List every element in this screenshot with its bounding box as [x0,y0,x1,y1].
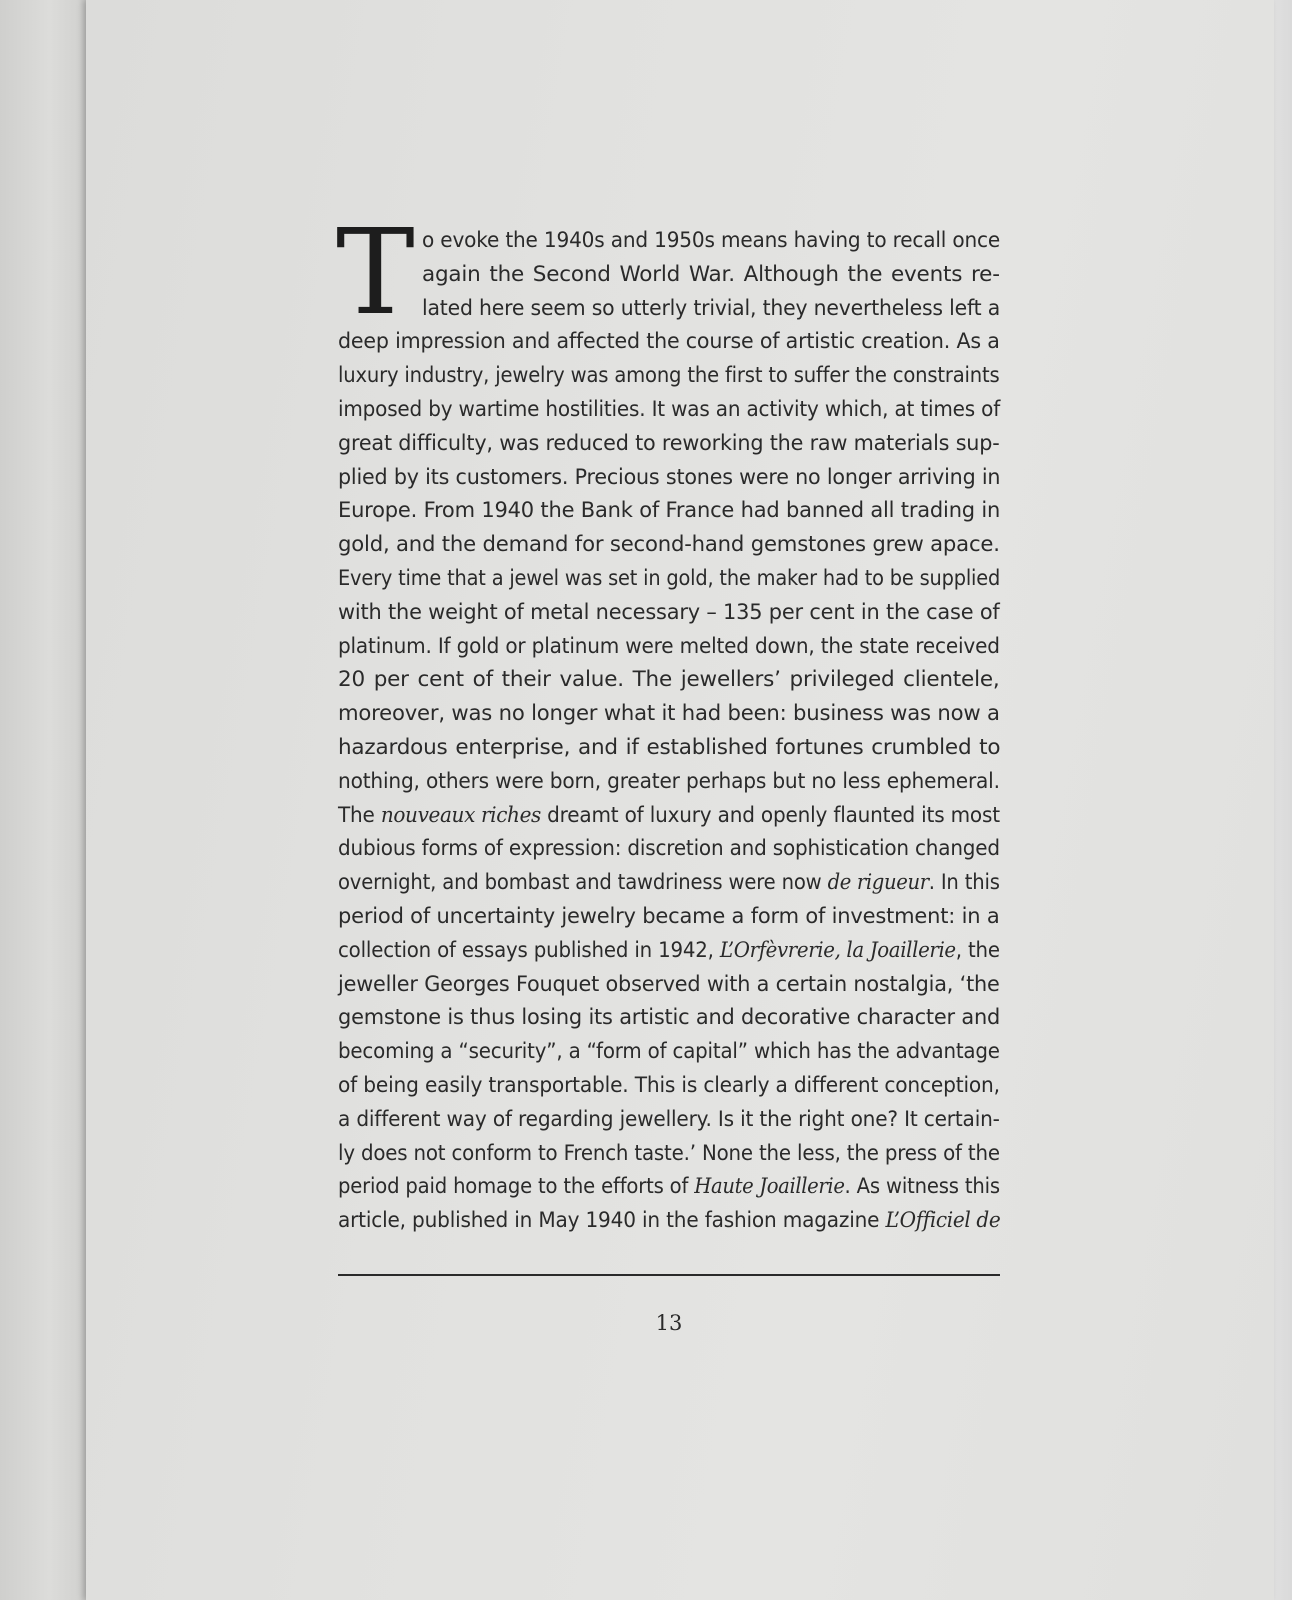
line-text: 20 per cent of their value. The jewellers’ privileged clientele, [338,667,1000,693]
text-line [338,832,1000,866]
text-line [338,663,1000,697]
text-line [338,494,1000,528]
text-line [422,258,1000,292]
text-line [338,359,1000,393]
text-line [338,596,1000,630]
text-line [338,393,1000,427]
line-text: The [338,802,381,828]
text-line [338,1170,1000,1204]
text-line [338,968,1000,1002]
text-line [338,1137,1000,1171]
line-text: plied by its customers. Precious stones were no longer arriving in [338,464,1001,490]
line-text: collection of essays published in 1942, [338,937,720,963]
text-line [338,630,1000,664]
line-text: great difficulty, was reduced to reworking the raw materials sup- [338,430,1000,456]
text-line [338,1001,1000,1035]
text-line [338,866,1000,900]
text-line [338,562,1000,596]
line-text: deep impression and affected the course of artistic creation. As a [338,329,1000,355]
line-text: nothing, others were born, greater perhaps but no less ephemeral. [338,768,1000,794]
line-text: o evoke the 1940s and 1950s means having to recall once [422,228,1001,253]
italic-text: de rigueur [827,870,929,896]
text-line [338,934,1000,968]
line-text: overnight, and bombast and tawdriness were now [338,870,828,896]
text-lines [336,203,1001,1238]
line-text: a different way of regarding jewellery. Is it the right one? It certain- [338,1106,1000,1132]
line-text: hazardous enterprise, and if established fortunes crumbled to [338,734,1001,760]
text-line [338,765,1000,799]
italic-text: L’Officiel de [885,1208,1001,1234]
left-page-edge [0,0,91,1600]
body-text [336,203,1001,1238]
line-text: platinum. If gold or platinum were melted down, the state received [338,633,1000,659]
line-text: of being easily transportable. This is clearly a different conception, [338,1072,1000,1098]
text-line [338,900,1000,934]
line-text: lated here seem so utterly trivial, they nevertheless left a [422,295,1001,321]
text-line [338,461,1000,495]
text-line [422,292,1000,326]
footer-rule [338,1274,1000,1276]
text-line [338,1103,1000,1137]
text-line [338,1204,1000,1238]
text-line [422,224,1000,258]
line-text: gold, and the demand for second-hand gemstones grew apace. [338,532,1000,558]
line-text: article, published in May 1940 in the fashion magazine [338,1208,886,1234]
page-number: 13 [655,1311,683,1335]
line-text: . In this [928,870,1000,896]
line-text: imposed by wartime hostilities. It was an activity which, at times of [338,396,1001,422]
text-line [338,528,1000,562]
line-text: becoming a “security”, a “form of capital” which has the advantage [338,1039,1000,1065]
text-line [338,1069,1000,1103]
line-text: Every time that a jewel was set in gold, the maker had to be supplied [338,565,1001,591]
italic-text: L’Orfèvrerie, la Joaillerie [719,937,956,963]
italic-text: nouveaux riches [380,802,541,828]
line-text: moreover, was no longer what it had been: business was now a [338,701,1000,727]
drop-cap: T [336,203,415,341]
line-text: gemstone is thus losing its artistic and decorative character and [338,1005,1001,1031]
line-text: . As witness this [844,1174,1000,1200]
text-line [338,799,1000,833]
line-text: ly does not conform to French taste.’ None the less, the press of the [338,1140,1000,1166]
text-line [338,325,1000,359]
text-line [338,697,1000,731]
line-text: , the [955,937,1000,963]
text-line [338,1035,1000,1069]
italic-text: Haute Joaillerie [694,1174,845,1200]
line-text: with the weight of metal necessary – 135 per cent in the case of [338,599,1000,625]
line-text: again the Second World War. Although the events re- [422,261,1000,287]
text-line [338,731,1000,765]
text-line [338,427,1000,461]
line-text: period paid homage to the efforts of [338,1174,695,1200]
line-text: jeweller Georges Fouquet observed with a certain nostalgia, ‘the [338,971,1000,997]
line-text: dreamt of luxury and openly flaunted its most [540,802,1000,828]
line-text: dubious forms of expression: discretion and sophistication changed [338,836,1000,862]
line-text: period of uncertainty jewelry became a form of investment: in a [338,903,1000,929]
line-text: Europe. From 1940 the Bank of France had banned all trading in [338,498,1001,524]
line-text: luxury industry, jewelry was among the first to suffer the constraints [338,363,1000,389]
